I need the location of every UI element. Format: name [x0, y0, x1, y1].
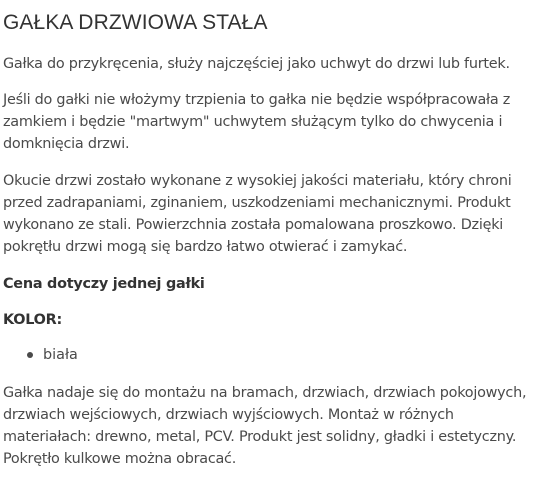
page-title: GAŁKA DRZWIOWA STAŁA — [3, 11, 268, 34]
list-item: biała — [25, 344, 545, 366]
price-note-paragraph — [3, 273, 545, 295]
color-heading: KOLOR: — [3, 312, 62, 328]
material-paragraph: Okucie drzwi zostało wykonane z wysokiej jakości materiału, który chroni przed zadrapaniami, zginaniem, uszkodzeniami mechanicznymi. Produkt wykonano ze stali. Powierzchnia została pomalowana proszkowo. Dzięki pokrętłu drzwi mogą się bardzo łatwo otwierać i zamykać. — [3, 173, 512, 255]
price-note: Cena dotyczy jednej gałki — [3, 276, 205, 292]
intro-paragraph: Gałka do przykręcenia, służy najczęściej jako uchwyt do drzwi lub furtek. — [3, 56, 510, 72]
color-heading-paragraph — [3, 309, 545, 331]
pin-paragraph: Jeśli do gałki nie włożymy trzpienia to gałka nie będzie współpracowała z zamkiem i będzie "martwym" uchwytem służącym tylko do chwycenia i domknięcia drzwi. — [3, 92, 511, 152]
usage-paragraph: Gałka nadaje się do montażu na bramach, drzwiach, drzwiach pokojowych, drzwiach wejściowych, drzwiach wyjściowych. Montaż w różnych materiałach: drewno, metal, PCV. Produkt jest solidny, gładki i estetyczny. Pokrętło kulkowe można obracać. — [3, 385, 527, 467]
color-list — [3, 344, 545, 366]
